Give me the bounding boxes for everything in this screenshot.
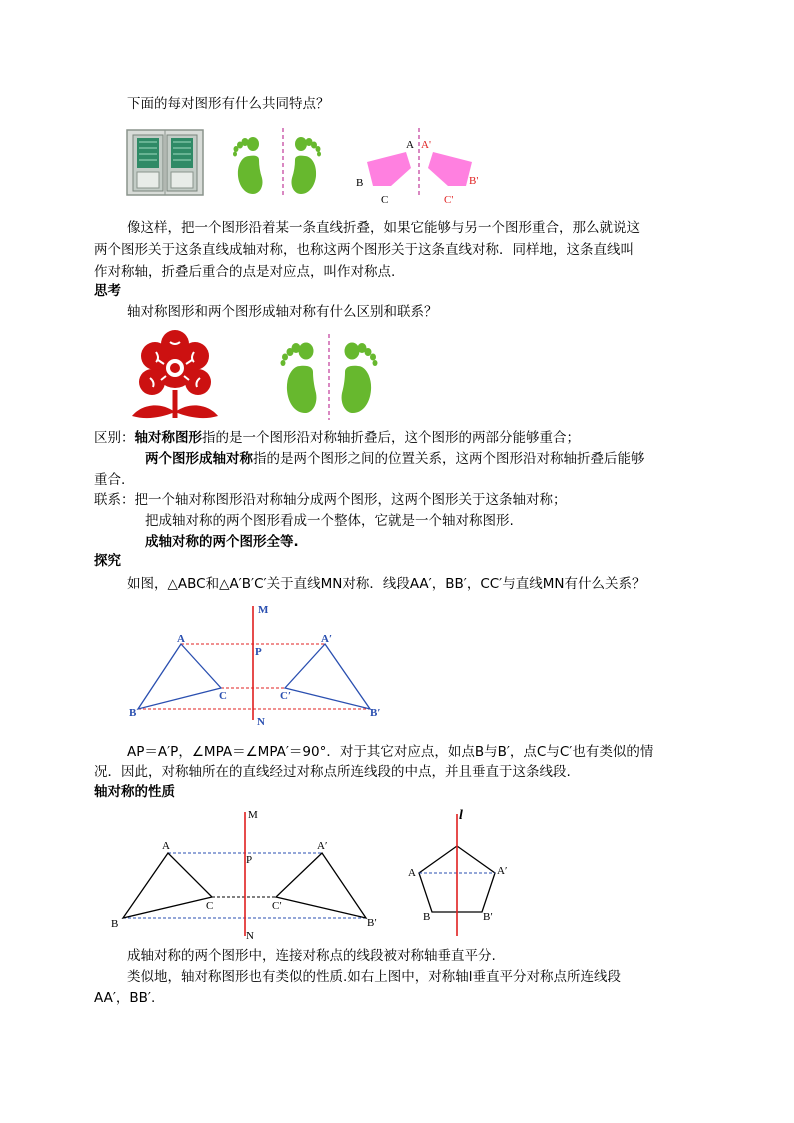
pentagons-pair — [367, 128, 472, 198]
fig1-label-a2: A' — [421, 139, 431, 151]
diff-line-2 — [145, 449, 645, 469]
fig3-a2: A′ — [317, 840, 328, 852]
similar-line1: 类似地，轴对称图形也有类似的性质.如右上图中，对称轴l垂直平分对称点所连线段 — [127, 969, 622, 985]
triangle-a2b2c2-2 — [276, 853, 366, 918]
think-question: 轴对称图形和两个图形成轴对称有什么区别和联系？ — [127, 304, 438, 320]
link3-bold: 成轴对称的两个图形全等. — [145, 534, 299, 550]
diff1-bold: 轴对称图形 — [134, 430, 202, 446]
figure-explore-triangles — [128, 602, 388, 732]
para2-line1: AP＝A′P，∠MPA＝∠MPA′＝90°．对于其它对应点，如点B与B′，点C与C′也有类似的情 — [127, 744, 654, 760]
figure-property-triangles — [118, 810, 388, 942]
fig4-b2: B′ — [483, 911, 493, 923]
fig3-m: M — [248, 809, 258, 821]
footprints-pair-2 — [281, 334, 378, 420]
diff1-rest: 指的是一个图形沿对称轴折叠后，这个图形的两部分能够重合； — [202, 430, 580, 446]
fig2-a2: A′ — [321, 633, 333, 645]
intro-question: 下面的每对图形有什么共同特点？ — [127, 96, 330, 112]
para2-line2: 况．因此，对称轴所在的直线经过对称点所连线段的中点，并且垂直于这条线段. — [94, 764, 571, 780]
footprints-pair-1 — [233, 128, 321, 198]
diff-prefix: 区别： — [94, 430, 135, 446]
fig4-b: B — [423, 911, 431, 923]
triangle-a2b2c2 — [285, 644, 370, 709]
link2: 把成轴对称的两个图形看成一个整体，它就是一个轴对称图形. — [145, 513, 514, 529]
link-prefix: 联系： — [94, 492, 135, 508]
fig2-c: C — [219, 690, 227, 702]
fig2-b2: B′ — [370, 707, 381, 719]
fig1-label-a: A — [406, 139, 414, 151]
triangle-abc-2 — [123, 853, 212, 918]
fig3-c: C — [206, 900, 214, 912]
fig2-p: P — [255, 646, 262, 658]
paper-cut-flower — [132, 330, 218, 418]
fig2-n: N — [257, 716, 265, 728]
door-image — [127, 130, 203, 195]
fig2-a: A — [177, 633, 185, 645]
similar-line2: AA′，BB′. — [94, 990, 156, 1006]
fig4-a2: A′ — [497, 865, 508, 877]
link-line-1 — [94, 490, 567, 510]
fig3-c2: C′ — [272, 900, 282, 912]
fig1-label-c2: C' — [444, 194, 454, 206]
figure-pairs-row — [125, 128, 500, 198]
fig3-b2: B′ — [367, 917, 377, 929]
explore-heading: 探究 — [94, 553, 121, 569]
fig2-m: M — [258, 604, 269, 616]
para1-line2: 两个图形关于这条直线成轴对称，也称这两个图形关于这条直线对称．同样地，这条直线叫 — [94, 242, 634, 258]
diff-line-1 — [94, 428, 580, 448]
fig4-a: A — [408, 867, 416, 879]
fig1-label-b: B — [356, 177, 364, 189]
fig4-l: l — [459, 808, 463, 823]
para1-line1: 像这样，把一个图形沿着某一条直线折叠，如果它能够与另一个图形重合，那么就说这 — [127, 220, 640, 236]
think-heading: 思考 — [94, 283, 121, 299]
diff2-cont: 重合. — [94, 472, 126, 488]
fig1-label-c: C — [381, 194, 389, 206]
fig3-n: N — [246, 930, 254, 942]
fig1-label-b2: B' — [469, 175, 479, 187]
triangle-abc — [138, 644, 221, 709]
fig3-a: A — [162, 840, 170, 852]
property-line: 成轴对称的两个图形中，连接对称点的线段被对称轴垂直平分. — [127, 948, 496, 964]
figure-think-row — [128, 330, 388, 422]
link1: 把一个轴对称图形沿对称轴分成两个图形，这两个图形关于这条轴对称； — [134, 492, 567, 508]
diff2-rest: 指的是两个图形之间的位置关系，这两个图形沿对称轴折叠后能够 — [253, 451, 645, 467]
fig3-b: B — [111, 918, 119, 930]
property-heading: 轴对称的性质 — [94, 784, 175, 800]
para1-line3: 作对称轴，折叠后重合的点是对应点，叫作对称点. — [94, 264, 396, 280]
diff2-bold: 两个图形成轴对称 — [145, 451, 253, 467]
fig2-c2: C′ — [280, 690, 292, 702]
explore-question: 如图，△ABC和△A′B′C′关于直线MN对称．线段AA′，BB′，CC′与直线MN有什么关系？ — [127, 576, 646, 592]
fig2-b: B — [129, 707, 137, 719]
fig3-p: P — [246, 854, 253, 866]
